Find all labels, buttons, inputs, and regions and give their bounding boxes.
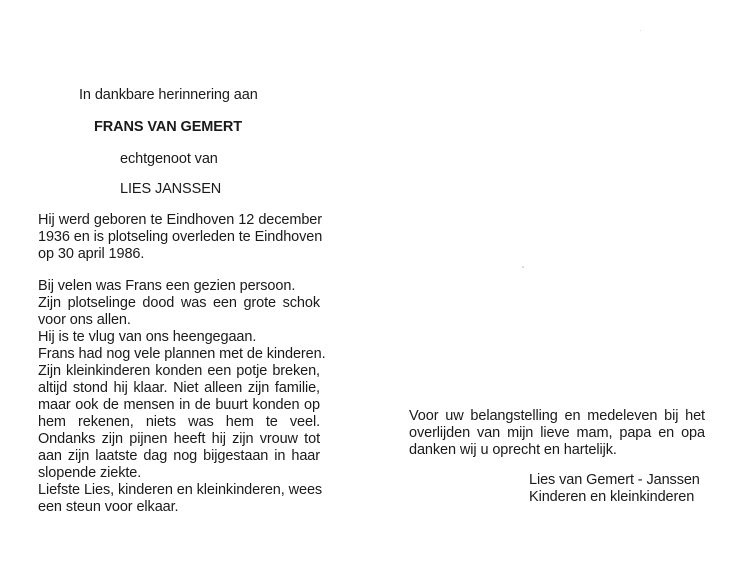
scan-speck — [640, 30, 641, 31]
intro-text: In dankbare herinnering aan — [79, 87, 258, 103]
paragraph-line: danken wij u oprecht en hartelijk. — [409, 442, 617, 458]
paragraph-line: Ondanks zijn pijnen heeft hij zijn vrouw tot — [38, 431, 320, 447]
paragraph-line: Zijn kleinkinderen konden een potje breken, — [38, 363, 320, 379]
deceased-name: FRANS VAN GEMERT — [94, 119, 242, 135]
signature-name: Lies van Gemert - Janssen — [529, 472, 700, 488]
spouse-name: LIES JANSSEN — [120, 181, 222, 197]
paragraph-line: een steun voor elkaar. — [38, 499, 179, 515]
paragraph-line: Zijn plotselinge dood was een grote schok — [38, 295, 320, 311]
paragraph-line: Frans had nog vele plannen met de kinderen. — [38, 346, 326, 362]
paragraph-line: hem rekenen, niets was hem te veel. — [38, 414, 320, 430]
paragraph-line: overlijden van mijn lieve mam, papa en opa — [409, 425, 705, 441]
paragraph-line: Hij is te vlug van ons heengegaan. — [38, 329, 257, 345]
paragraph-line: Bij velen was Frans een gezien persoon. — [38, 278, 296, 294]
paragraph-line: 1936 en is plotseling overleden te Eindhoven — [38, 229, 323, 245]
relation-text: echtgenoot van — [120, 151, 218, 167]
paragraph-line: aan zijn laatste dag nog bijgestaan in haar — [38, 448, 320, 464]
signature-family: Kinderen en kleinkinderen — [529, 489, 695, 505]
paragraph-line: Liefste Lies, kinderen en kleinkinderen, wees — [38, 482, 323, 498]
scan-speck — [522, 266, 524, 268]
paragraph-line: maar ook de mensen in de buurt konden op — [38, 397, 320, 413]
paragraph-line: voor ons allen. — [38, 312, 131, 328]
paragraph-line: altijd stond hij klaar. Niet alleen zijn familie, — [38, 380, 320, 396]
paragraph-line: Voor uw belangstelling en medeleven bij het — [409, 408, 705, 424]
paragraph-line: Hij werd geboren te Eindhoven 12 december — [38, 212, 322, 228]
paragraph-line: op 30 april 1986. — [38, 246, 145, 262]
paragraph-line: slopende ziekte. — [38, 465, 142, 481]
